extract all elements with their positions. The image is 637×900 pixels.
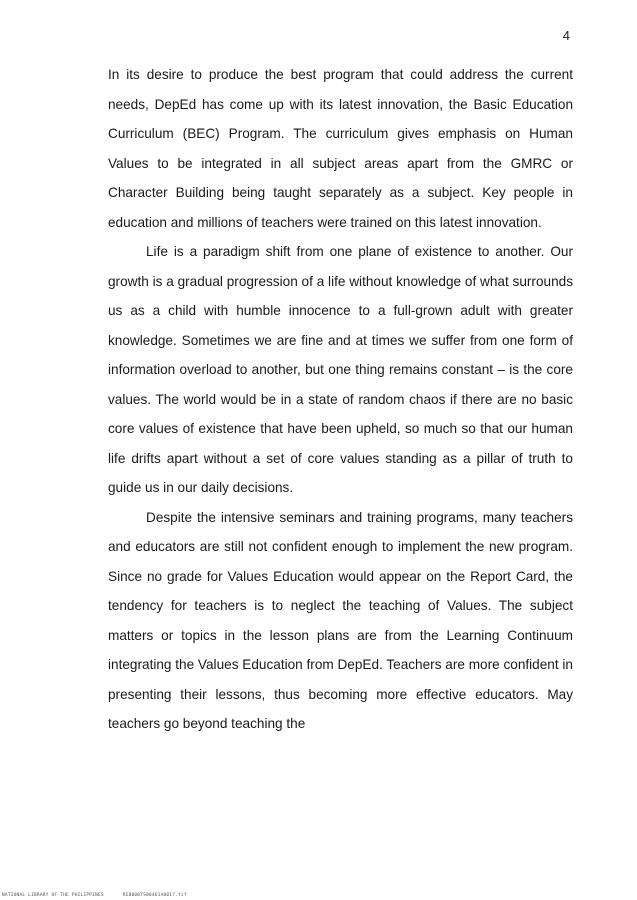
body-text [108,60,573,739]
footer-library-name: NATIONAL LIBRARY OF THE PHILIPPINES [2,893,104,898]
paragraph-3: Despite the intensive seminars and training programs, many teachers and educators are still not confident enough to implement the new program. Since no grade for Values Education would appear on the Report Card, the tendency for teachers is to neglect the teaching of Values. The subject matters or topics in the lesson plans are from the Learning Continuum integrating the Values Education from DepEd. Teachers are more confident in presenting their lessons, thus becoming more effective educators. May teachers go beyond teaching the [108,509,573,731]
paragraph-2: Life is a paradigm shift from one plane of existence to another. Our growth is a gradual progression of a life without knowledge of what surrounds us as a child with humble innocence to a full-grown adult with greater knowledge. Sometimes we are fine and at times we suffer from one form of information overload to another, but one thing remains constant – is the core values. The world would be in a state of random chaos if there are no basic core values of existence that have been upheld, so much so that our human life drifts apart without a set of core values standing as a pillar of truth to guide us in our daily decisions. [108,244,573,495]
paragraph-1: In its desire to produce the best program that could address the current needs, DepEd has come up with its latest innovation, the Basic Education Curriculum (BEC) Program. The curriculum gives emphasis on Human Values to be integrated in all subject areas apart from the GMRC or Character Building being taught separately as a subject. Key people in education and millions of teachers were trained on this latest innovation. [108,67,573,230]
page-number: 4 [562,28,570,43]
footer-file-code: RE0000TS00461A0017.tif [122,893,187,898]
scan-footer [2,893,187,898]
